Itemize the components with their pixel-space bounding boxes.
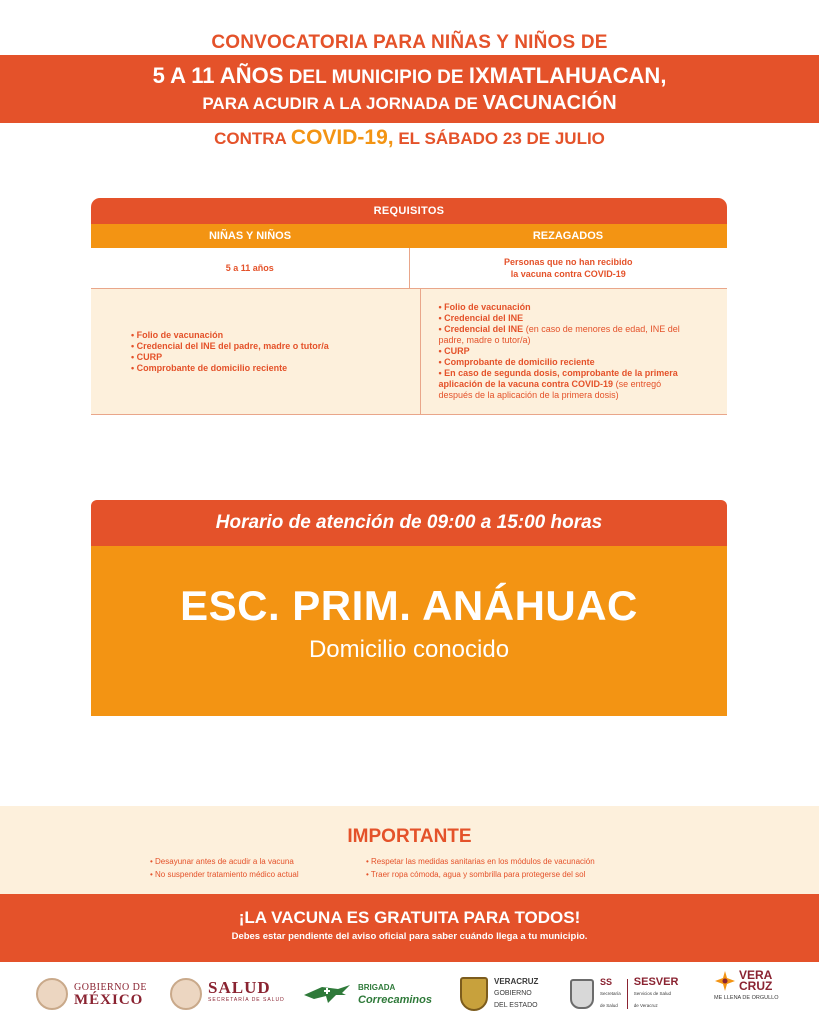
important-title: IMPORTANTE	[347, 826, 472, 847]
official-notice: Debes estar pendiente del aviso oficial para saber cuándo llega a tu municipio.	[231, 931, 588, 942]
logo-text: DEL ESTADO	[494, 1002, 538, 1009]
logo-text: SALUD	[208, 978, 271, 997]
list-item: • Credencial del INE	[438, 313, 524, 323]
requirements-who-row	[91, 248, 727, 289]
logo-text: GOBIERNO DE	[74, 982, 147, 993]
who-children: 5 a 11 años	[225, 263, 274, 273]
star-pattern-icon	[714, 970, 736, 992]
event-date: EL SÁBADO 23 DE JULIO	[398, 129, 605, 148]
school-address: Domicilio conocido	[308, 636, 510, 663]
gobierno-mexico-logo	[36, 974, 147, 1014]
free-vaccine-title: ¡LA VACUNA ES GRATUITA PARA TODOS!	[238, 908, 581, 927]
title-banner	[0, 55, 819, 123]
veracruz-orgullo-logo	[714, 970, 779, 1010]
requirements-items-row	[91, 289, 727, 415]
who-lagging-line-2: la vacuna contra COVID-19	[510, 269, 626, 279]
ss-sesver-logo	[570, 974, 678, 1014]
list-item	[439, 324, 712, 335]
salud-logo	[170, 974, 285, 1014]
list-item: • CURP	[438, 346, 470, 356]
list-item: • CURP	[131, 351, 163, 362]
free-vaccine-banner	[0, 894, 819, 962]
logo-text: Servicios de Salud	[633, 991, 672, 996]
logo-text: de Salud	[600, 1003, 618, 1008]
municipality-name: IXMATLAHUACAN,	[468, 63, 667, 88]
logo-text: Correcaminos	[358, 994, 432, 1006]
title-line-4	[0, 126, 819, 150]
age-range: 5 A 11 AÑOS	[152, 63, 284, 88]
list-item-continued	[439, 379, 712, 390]
list-item-note: (se entregó	[615, 379, 662, 389]
school-name: ESC. PRIM. ANÁHUAC	[180, 582, 638, 629]
title-line-3	[0, 92, 819, 115]
logo-text: SS	[600, 977, 613, 987]
list-item: • Folio de vacunación	[131, 329, 224, 340]
logo-strip	[0, 962, 819, 1024]
list-item-note: (en caso de menores de edad, INE del	[525, 324, 680, 334]
brigada-correcaminos-logo	[302, 974, 432, 1014]
important-list-left	[150, 855, 299, 881]
title-line-1: CONVOCATORIA PARA NIÑAS Y NIÑOS DE	[211, 32, 608, 53]
list-item: • Traer ropa cómoda, agua y sombrilla para protegerse del sol	[366, 870, 586, 879]
who-lagging-line-1: Personas que no han recibido	[503, 257, 633, 267]
who-lagging	[409, 248, 728, 288]
event-label: PARA ACUDIR A LA JORNADA DE	[202, 94, 478, 113]
list-item: • Folio de vacunación	[438, 302, 531, 312]
list-item-note: padre, madre o tutor/a)	[438, 335, 531, 345]
logo-text: GOBIERNO	[494, 990, 532, 997]
schedule-hours: Horario de atención de 09:00 a 15:00 horas	[91, 500, 727, 546]
covid-label: COVID-19,	[290, 126, 394, 149]
list-item: • Comprobante de domicilio reciente	[131, 362, 288, 373]
list-item: • Credencial del INE del padre, madre o tutor/a	[131, 340, 329, 351]
list-item-continued	[439, 390, 712, 401]
shield-icon	[570, 979, 594, 1009]
title-line-2	[0, 63, 819, 89]
lagging-requirements-list	[420, 289, 728, 414]
logo-text: VERA	[739, 968, 773, 982]
logo-tagline: ME LLENA DE ORGULLO	[714, 995, 779, 1001]
list-item: • Comprobante de domicilio reciente	[438, 357, 595, 367]
against-label: CONTRA	[214, 129, 287, 148]
list-item: • Desayunar antes de acudir a la vacuna	[150, 857, 294, 866]
column-header-children: NIÑAS Y NIÑOS	[208, 230, 292, 242]
logo-text: BRIGADA	[358, 983, 396, 992]
requirements-table	[91, 198, 727, 415]
list-item-note: después de la aplicación de la primera dosis)	[438, 390, 619, 400]
important-list-right	[366, 855, 595, 881]
divider	[627, 979, 628, 1009]
requirements-column-headers	[91, 224, 727, 248]
requirements-title: REQUISITOS	[91, 198, 727, 224]
logo-text: SECRETARÍA DE SALUD	[208, 997, 285, 1003]
list-item: • No suspender tratamiento médico actual	[150, 870, 299, 879]
logo-text: MÉXICO	[74, 992, 144, 1008]
list-item-continued	[439, 335, 712, 346]
important-section	[0, 806, 819, 894]
children-requirements-list	[91, 289, 420, 414]
logo-text: SESVER	[633, 976, 679, 988]
list-item-bold: aplicación de la vacuna contra COVID-19	[438, 379, 614, 389]
location-body	[91, 546, 727, 716]
seal-icon	[36, 978, 68, 1010]
logo-text: Secretaría	[600, 991, 621, 996]
list-item: • Respetar las medidas sanitarias en los módulos de vacunación	[366, 857, 595, 866]
list-item: • En caso de segunda dosis, comprobante de la primera	[438, 368, 678, 378]
event-name: VACUNACIÓN	[482, 92, 617, 114]
seal-icon	[170, 978, 202, 1010]
veracruz-gobierno-logo	[460, 974, 538, 1014]
column-header-lagging: REZAGADOS	[532, 230, 604, 242]
shield-icon	[460, 977, 488, 1011]
roadrunner-icon	[302, 981, 352, 1007]
municipality-label: DEL MUNICIPIO DE	[288, 67, 464, 88]
logo-text: CRUZ	[739, 979, 773, 993]
logo-text: de Veracruz	[633, 1003, 658, 1008]
location-card	[91, 500, 727, 716]
list-item-bold: • Credencial del INE	[438, 324, 524, 334]
logo-text: VERACRUZ	[494, 977, 539, 986]
